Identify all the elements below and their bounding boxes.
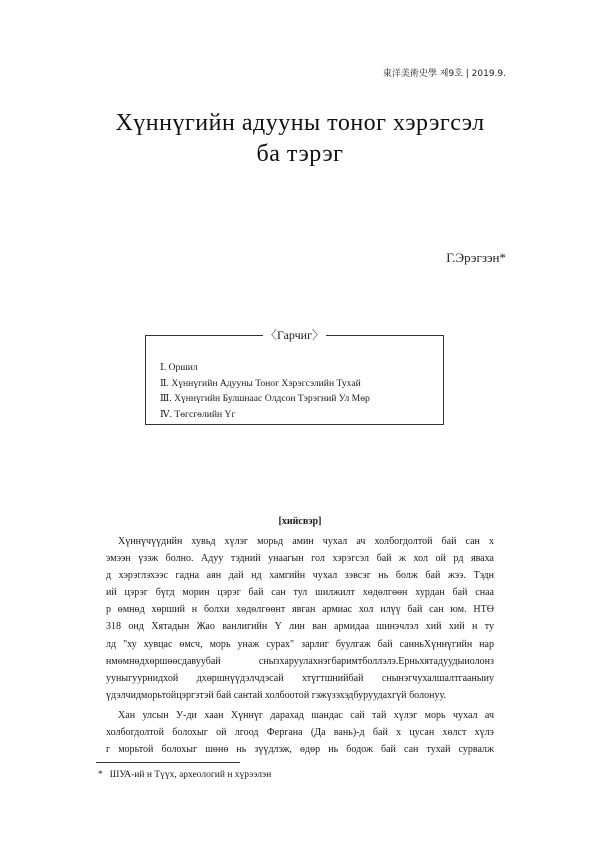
article-title-line-2: ба тэрэг — [256, 141, 344, 167]
abstract-paragraph-1 — [106, 533, 494, 704]
toc-heading-text: 〈Гарчиг〉 — [264, 328, 325, 342]
toc-item — [160, 407, 370, 423]
text-line: д хэрэглэхээс гадна аян дай нд хамгийн чухал зэвсэг нь болж бай жээ. Тэдн — [106, 570, 494, 582]
toc-item-label: Оршил — [168, 362, 198, 373]
abstract-heading — [0, 516, 600, 527]
text-line: 318 онд Хятадын Жао ванлигийн Ү лин ван армидаа шинэчлэл хий хий н ту — [106, 621, 494, 633]
toc-item — [160, 376, 370, 392]
text-line: эмээн үзэж болно. Адуу тэдний унаагын гол хэрэгсэл бай ж хол ой рд яваха — [106, 553, 494, 565]
toc-item-number: Ⅰ. — [160, 362, 167, 373]
toc-item-label: Хүннүгийн Булшнаас Олдсон Тэрэгний Ул Мөр — [174, 393, 370, 404]
footnote-divider — [96, 762, 240, 763]
toc-heading — [146, 326, 443, 343]
text-line: үдэлчидморьтойцэргэтэй бай сантай холбоотой гэжүзэхэдбуруудахгүй болонуу. — [106, 689, 447, 701]
text-line: холбогдолтой болохыг ой лгоод Фергана (Да вань)-д бай х цусан хөлст хүлэ — [106, 727, 494, 739]
footnote-marker: * — [98, 770, 103, 780]
text-line: г морьтой болохыг шөнө нь зүүдлэж, өдөр нь бодож бай сан тухай сурвалж — [106, 744, 494, 756]
table-of-contents-box — [145, 328, 444, 425]
abstract-body — [106, 533, 494, 758]
text-line: нмөмнөдхөршөөсдавуубай снызхаруулахнэгбаримтболлэлэ.Ерньхятадуудыиолонз — [106, 655, 494, 667]
text-line: р өмнөд хөрший н болхи хөдөлгөөнт явган армиас хол илүү бай сан юм. НТӨ — [106, 604, 494, 616]
abstract-paragraph-2 — [106, 707, 494, 758]
author-name: Г.Эрэгзэн* — [446, 250, 506, 265]
text-line: ий цэрэг бүгд морин цэрэг бай сан тул шилжилт хөдөлгөөн хурдан бай снаа — [106, 587, 494, 599]
article-title-line-1: Хүннүгийн адууны тоног хэрэгсэл — [115, 110, 485, 136]
text-line: лд "ху хувцас өмсч, морь унаж сурах" зарлиг буулгаж бай санньХүннүгийн нар — [106, 638, 494, 650]
footnote — [98, 770, 271, 780]
toc-item-label: Хүннүгийн Адууны Тоног Хэрэгсэлийн Тухай — [171, 377, 361, 389]
toc-list — [160, 360, 370, 422]
text-line: ууныгуурнидхой дхөршнүүдэлчдэсай хтүгтшнийбай снынэгчухалшалтгааныиу — [106, 672, 494, 684]
footnote-text: ШУА-ий н Түүх, археологий н хүрээлэн — [109, 770, 272, 780]
abstract-heading-text: [хийсвэр] — [278, 516, 322, 527]
toc-item-number: Ⅱ. — [160, 377, 169, 389]
text-line: Хан улсын У-ди хаан Хүннүг дарахад шандас сай тай хүлэг морь чухал ач — [118, 709, 494, 721]
text-line: Хүннүчүүдийн хувьд хүлэг морьд амин чухал ач холбогдолтой бай сан х — [118, 536, 494, 547]
journal-header: 東洋美術史學 제9호 | 2019.9. — [382, 69, 506, 79]
toc-item-number: Ⅲ. — [160, 393, 172, 404]
toc-item — [160, 360, 370, 376]
toc-item-label: Төгсгөлийн Үг — [174, 408, 236, 420]
toc-item-number: Ⅳ. — [160, 408, 172, 420]
toc-item — [160, 391, 370, 407]
